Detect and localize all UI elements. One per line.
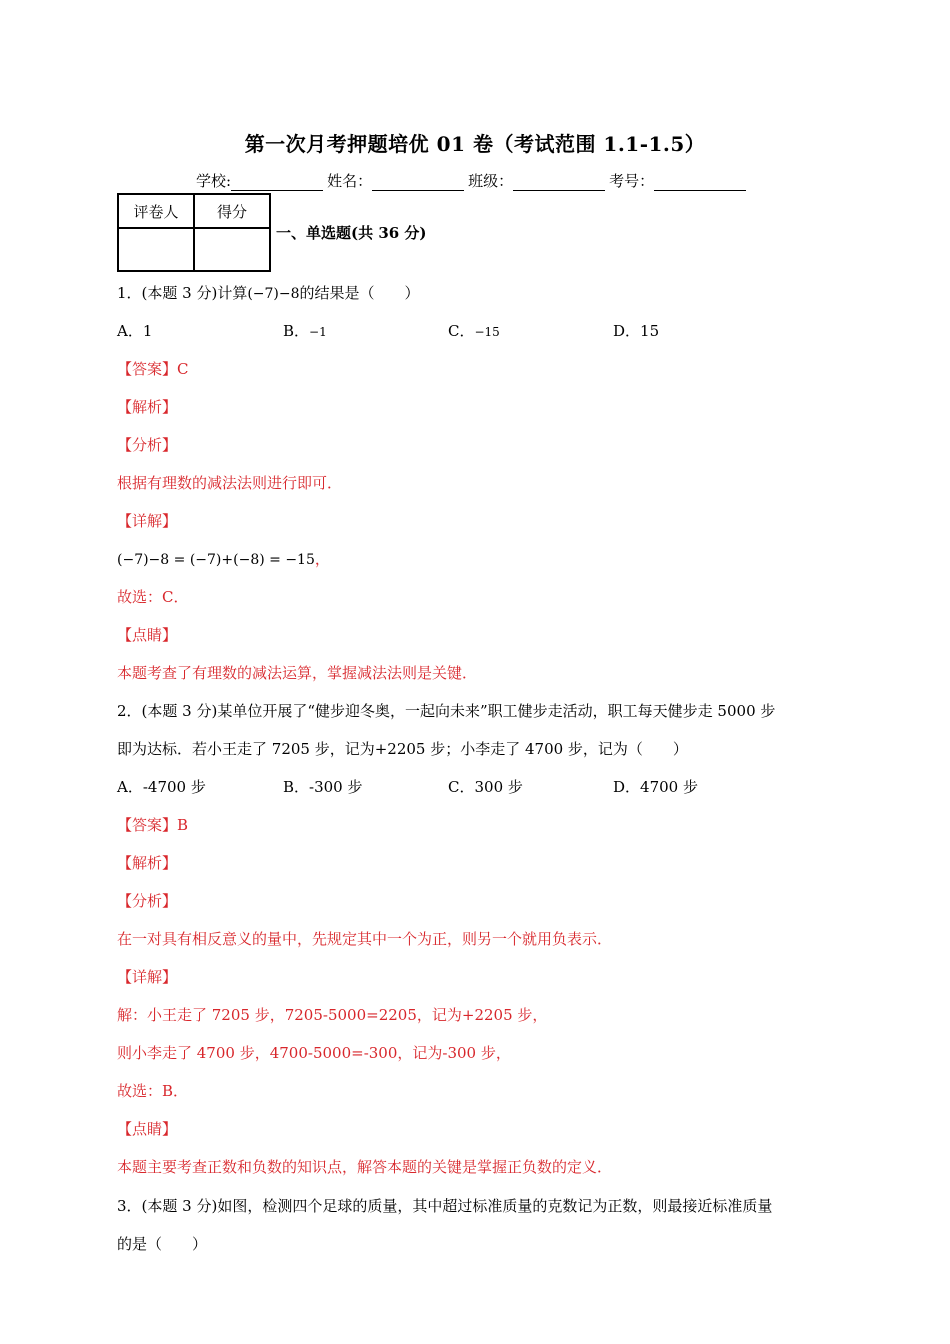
q1-calculation	[117, 548, 330, 569]
number-blank[interactable]	[654, 174, 746, 191]
score-cell[interactable]	[194, 228, 270, 271]
q1-calc-expr: (−7)−8 = (−7)+(−8) = −15	[117, 552, 315, 568]
section-title: 一、单选题(共 36 分)	[276, 224, 427, 242]
q2-stem-line2: 即为达标．若小王走了 7205 步，记为+2205 步；小李走了 4700 步，记为（ ）	[117, 740, 688, 758]
q2-option-b: B．-300 步	[283, 778, 363, 796]
q1-expression: (−7)−8	[247, 286, 300, 302]
q2-dianjing-text: 本题主要考查正数和负数的知识点，解答本题的关键是掌握正负数的定义．	[117, 1158, 613, 1176]
page-title: 第一次月考押题培优 01 卷（考试范围 1.1-1.5）	[244, 132, 706, 156]
number-label: 考号：	[609, 172, 655, 190]
q1-analysis-heading: 【解析】	[117, 398, 178, 416]
q2-option-a: A．-4700 步	[117, 778, 206, 796]
q1-answer: 【答案】C	[117, 360, 189, 378]
grader-cell[interactable]	[118, 228, 194, 271]
class-blank[interactable]	[513, 174, 605, 191]
q3-stem-line2: 的是（ ）	[117, 1235, 208, 1253]
q2-fenxi-text: 在一对具有相反意义的量中，先规定其中一个为正，则另一个就用负表示．	[117, 930, 613, 948]
q2-dianjing-heading: 【点睛】	[117, 1120, 178, 1138]
q1-xiangjie-heading: 【详解】	[117, 512, 178, 530]
q3-stem-line1: 3．(本题 3 分)如图，检测四个足球的质量，其中超过标准质量的克数记为正数，则最接近标准质量	[117, 1197, 773, 1215]
q1-dianjing-text: 本题考查了有理数的减法运算，掌握减法法则是关键．	[117, 664, 478, 682]
class-label: 班级：	[468, 172, 514, 190]
score-header: 得分	[194, 194, 270, 228]
student-info-line	[196, 170, 750, 191]
q1-fenxi-text: 根据有理数的减法法则进行即可．	[117, 474, 343, 492]
q2-stem-line1: 2．(本题 3 分)某单位开展了“健步迎冬奥，一起向未来”职工健步走活动，职工每天健步走 5000 步	[117, 702, 776, 720]
q1-option-d: D．15	[613, 322, 660, 340]
q1-fenxi-heading: 【分析】	[117, 436, 178, 454]
q2-fenxi-heading: 【分析】	[117, 892, 178, 910]
q2-answer: 【答案】B	[117, 816, 189, 834]
q1-option-c-value: −15	[474, 325, 500, 339]
q1-option-b-value: −1	[309, 325, 327, 339]
name-label: 姓名：	[327, 172, 373, 190]
q2-option-c: C．300 步	[448, 778, 523, 796]
q1-option-a: A．1	[117, 322, 153, 340]
school-label: 学校:	[196, 172, 232, 190]
name-blank[interactable]	[372, 174, 464, 191]
grader-header: 评卷人	[118, 194, 194, 228]
q2-solution-line1: 解：小王走了 7205 步，7205-5000=2205，记为+2205 步，	[117, 1006, 548, 1024]
q1-calc-suffix: ，	[314, 550, 330, 568]
q1-stem-prefix: 1．(本题 3 分)计算	[117, 284, 248, 302]
q1-stem	[117, 282, 420, 303]
q1-option-c: C．−15	[448, 322, 500, 340]
q1-dianjing-heading: 【点睛】	[117, 626, 178, 644]
q2-choose: 故选：B．	[117, 1082, 189, 1100]
q1-choose: 故选：C．	[117, 588, 189, 606]
school-blank[interactable]	[231, 174, 323, 191]
q1-option-b: B．−1	[283, 322, 327, 340]
q2-option-d: D．4700 步	[613, 778, 698, 796]
q2-analysis-heading: 【解析】	[117, 854, 178, 872]
score-table	[117, 193, 271, 272]
q2-solution-line2: 则小李走了 4700 步，4700-5000=-300，记为-300 步，	[117, 1044, 511, 1062]
q1-stem-suffix: 的结果是（ ）	[299, 284, 420, 302]
q2-xiangjie-heading: 【详解】	[117, 968, 178, 986]
